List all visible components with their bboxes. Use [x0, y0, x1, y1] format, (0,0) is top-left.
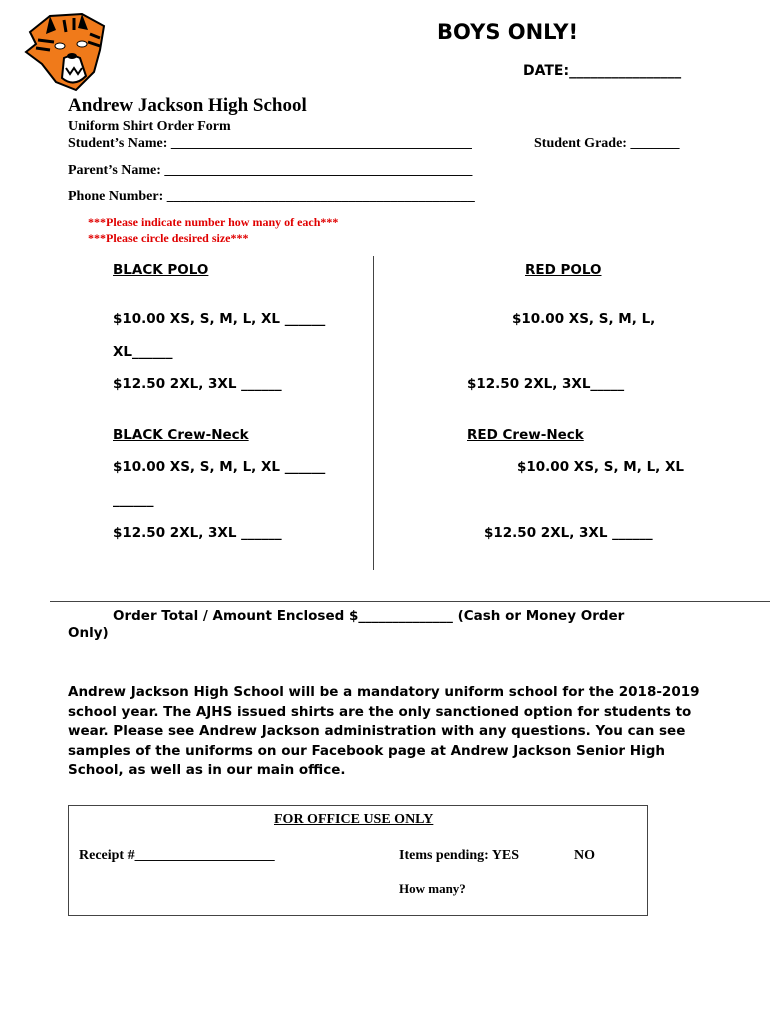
instruction-note-size: ***Please circle desired size*** [88, 231, 249, 245]
black-crew-heading: BLACK Crew-Neck [113, 427, 249, 443]
red-crew-large-sizes[interactable]: $12.50 2XL, 3XL ______ [484, 525, 653, 541]
office-use-box [68, 805, 648, 916]
red-crew-heading: RED Crew-Neck [467, 427, 584, 443]
how-many-field[interactable]: How many? [399, 881, 466, 896]
section-divider [50, 601, 770, 602]
date-field[interactable]: DATE:________________ [523, 63, 682, 79]
parent-name-field[interactable]: Parent’s Name: ____________________________________________ [68, 163, 473, 178]
order-total-field[interactable]: Order Total / Amount Enclosed $______________ (Cash or Money Order [113, 608, 625, 624]
tiger-head-icon [20, 12, 108, 92]
items-pending-yes[interactable]: Items pending: YES [399, 848, 520, 863]
items-pending-no[interactable]: NO [574, 848, 595, 863]
office-use-title: FOR OFFICE USE ONLY [274, 812, 434, 827]
black-crew-small-sizes-cont: ______ [113, 492, 154, 508]
instruction-note-quantity: ***Please indicate number how many of each*** [88, 215, 339, 229]
school-name: Andrew Jackson High School [68, 95, 307, 116]
receipt-field[interactable]: Receipt #____________________ [79, 848, 275, 863]
red-crew-small-sizes[interactable]: $10.00 XS, S, M, L, XL [517, 459, 685, 475]
order-total-field-cont: Only) [68, 625, 109, 641]
red-polo-large-sizes[interactable]: $12.50 2XL, 3XL_____ [467, 376, 625, 392]
form-title: Uniform Shirt Order Form [68, 119, 231, 134]
uniform-policy-notice: Andrew Jackson High School will be a mandatory uniform school for the 2018-2019 school year. The AJHS issued shirts are the only sanctioned option for students to wear. Please see Andrew Jackson administration with any questions. You can see samples of the uniforms on our Facebook page at Andrew Jackson Senior High School, as well as in our main office. [68, 684, 700, 778]
black-crew-large-sizes[interactable]: $12.50 2XL, 3XL ______ [113, 525, 282, 541]
student-grade-field[interactable]: Student Grade: _______ [534, 136, 680, 151]
black-polo-heading: BLACK POLO [113, 262, 209, 278]
black-crew-small-sizes[interactable]: $10.00 XS, S, M, L, XL ______ [113, 459, 326, 475]
phone-number-field[interactable]: Phone Number: ____________________________________________ [68, 189, 475, 204]
student-name-field[interactable]: Student’s Name: ___________________________________________ [68, 136, 472, 151]
black-polo-small-sizes[interactable]: $10.00 XS, S, M, L, XL ______ [113, 311, 326, 327]
red-polo-small-sizes[interactable]: $10.00 XS, S, M, L, [512, 311, 656, 327]
red-polo-heading: RED POLO [525, 262, 602, 278]
black-polo-small-sizes-cont: XL______ [113, 344, 173, 360]
black-polo-large-sizes[interactable]: $12.50 2XL, 3XL ______ [113, 376, 282, 392]
page-title: BOYS ONLY! [437, 20, 579, 44]
column-divider [373, 256, 374, 570]
